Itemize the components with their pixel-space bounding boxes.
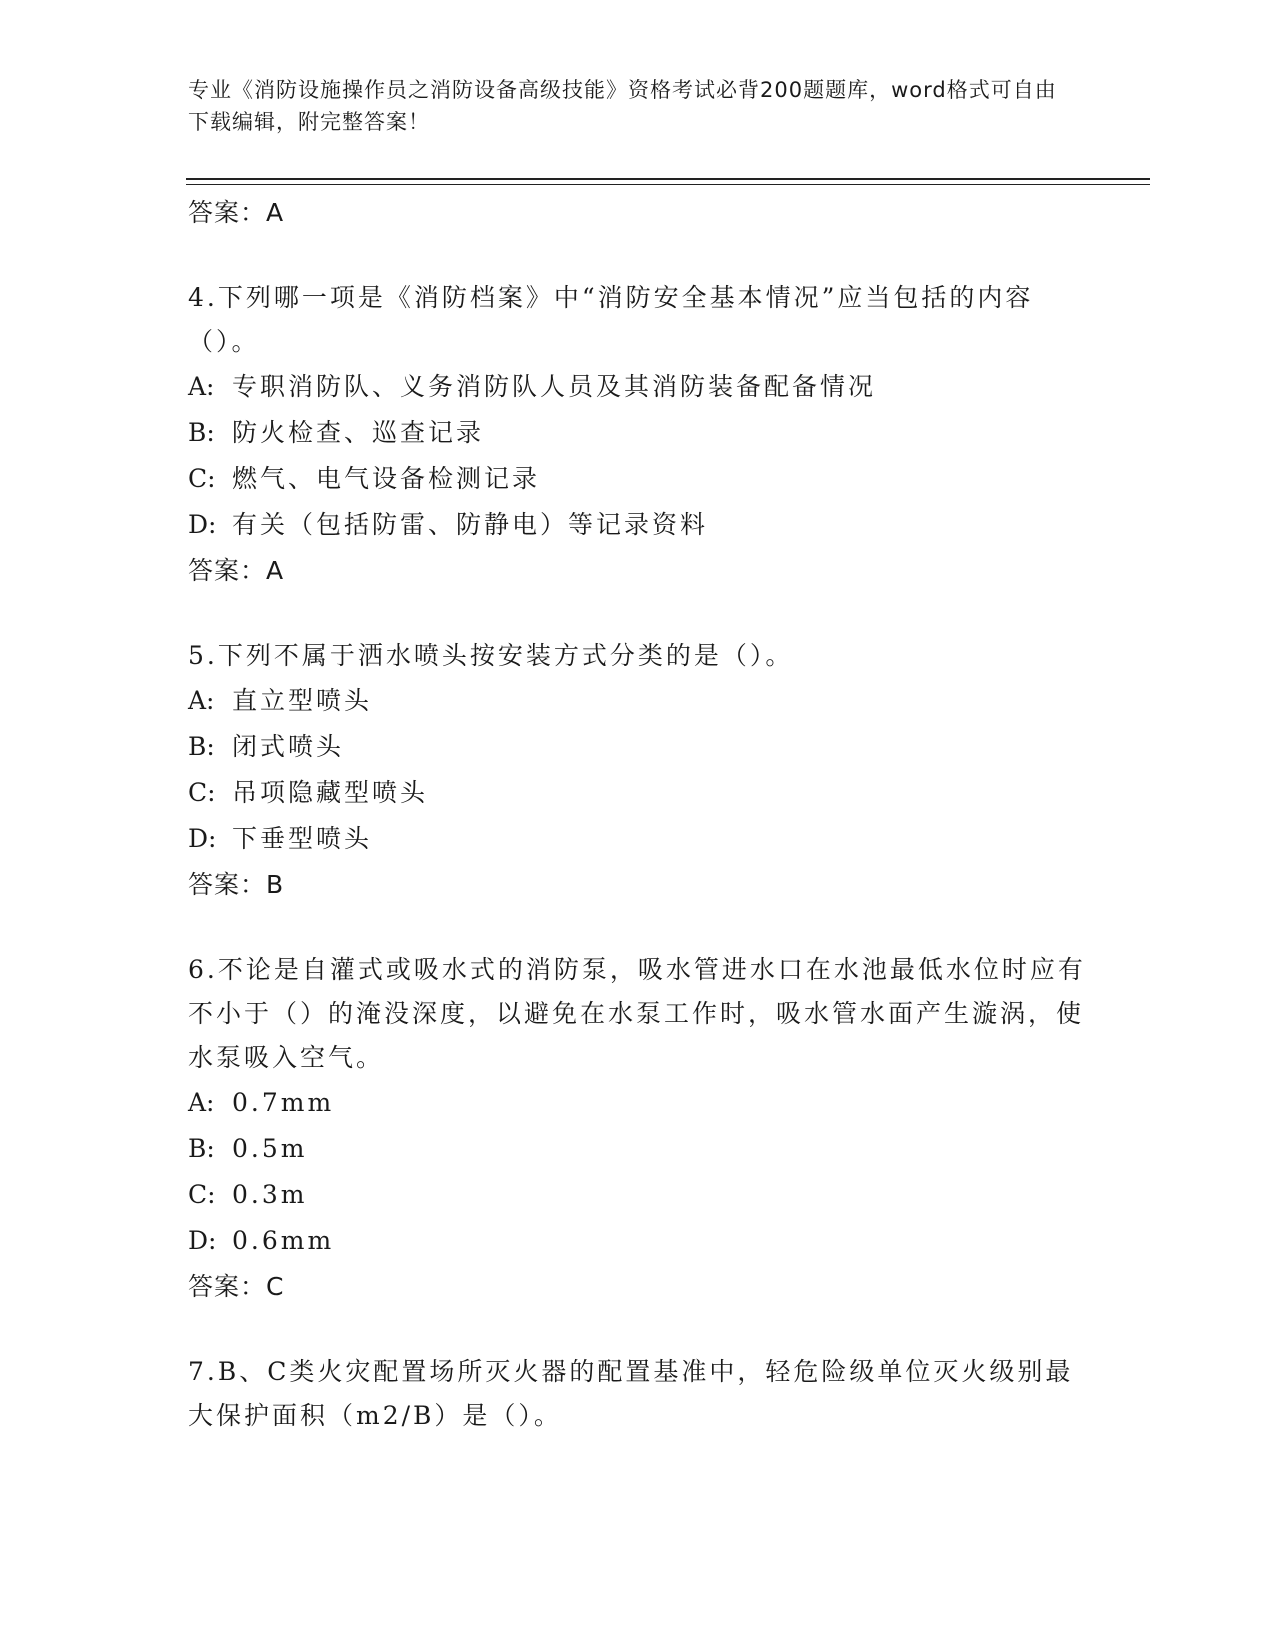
option-a <box>188 1080 1088 1126</box>
answer-line: 答案：C <box>188 1272 285 1301</box>
option-text: 有关（包括防雷、防静电）等记录资料 <box>232 510 709 539</box>
header-rule-thin <box>186 184 1150 185</box>
option-letter: C: <box>188 778 216 807</box>
answer-line: 答案：A <box>188 556 285 585</box>
option-d <box>188 816 1088 862</box>
option-text: 吊项隐藏型喷头 <box>232 778 429 807</box>
question-block <box>188 276 1088 594</box>
option-text: 0.3m <box>232 1180 308 1209</box>
question-text: 7.B、C类火灾配置场所灭火器的配置基准中，轻危险级单位灭火级别最大保护面积（m2/B）是（）。 <box>188 1357 1074 1430</box>
document-body <box>188 190 1088 1438</box>
option-text: 直立型喷头 <box>232 686 373 715</box>
question-text: 6.不论是自灌式或吸水式的消防泵，吸水管进水口在水池最低水位时应有不小于（）的淹没深度，以避免在水泵工作时，吸水管水面产生漩涡，使水泵吸入空气。 <box>188 955 1086 1072</box>
option-text: 防火检查、巡查记录 <box>232 418 485 447</box>
question-text: 5.下列不属于洒水喷头按安装方式分类的是（）。 <box>188 641 794 670</box>
option-a <box>188 678 1088 724</box>
option-a <box>188 364 1088 410</box>
option-text: 专职消防队、义务消防队人员及其消防装备配备情况 <box>232 372 877 401</box>
option-c <box>188 456 1088 502</box>
question-text: 4.下列哪一项是《消防档案》中“消防安全基本情况”应当包括的内容（）。 <box>188 283 1034 356</box>
option-letter: B: <box>188 1134 215 1163</box>
option-b <box>188 410 1088 456</box>
option-letter: A: <box>188 686 215 715</box>
option-letter: D: <box>188 824 217 853</box>
option-letter: C: <box>188 464 216 493</box>
option-letter: D: <box>188 1226 217 1255</box>
option-b <box>188 1126 1088 1172</box>
question-block <box>188 948 1088 1310</box>
option-text: 0.6mm <box>232 1226 335 1255</box>
option-b <box>188 724 1088 770</box>
question-block <box>188 634 1088 908</box>
option-text: 燃气、电气设备检测记录 <box>232 464 541 493</box>
header-rule-thick <box>186 178 1150 180</box>
option-d <box>188 1218 1088 1264</box>
answer-line: 答案：B <box>188 870 285 899</box>
option-text: 闭式喷头 <box>232 732 345 761</box>
option-d <box>188 502 1088 548</box>
option-text: 下垂型喷头 <box>232 824 373 853</box>
option-c <box>188 1172 1088 1218</box>
previous-answer: 答案：A <box>188 198 285 227</box>
option-text: 0.5m <box>232 1134 308 1163</box>
option-letter: A: <box>188 1088 215 1117</box>
option-letter: B: <box>188 418 215 447</box>
question-block <box>188 1350 1088 1438</box>
option-letter: B: <box>188 732 215 761</box>
option-letter: D: <box>188 510 217 539</box>
option-c <box>188 770 1088 816</box>
option-letter: C: <box>188 1180 216 1209</box>
document-header: 专业《消防设施操作员之消防设备高级技能》资格考试必背200题题库，word格式可自由下载编辑，附完整答案！ <box>188 78 1057 134</box>
option-letter: A: <box>188 372 215 401</box>
option-text: 0.7mm <box>232 1088 335 1117</box>
